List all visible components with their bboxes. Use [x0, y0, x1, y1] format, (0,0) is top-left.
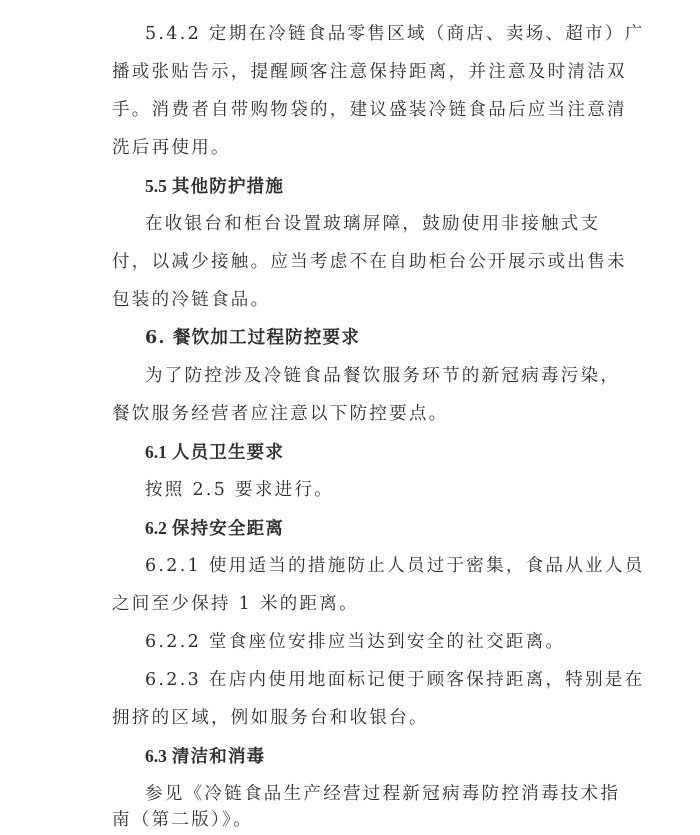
heading-5-5-number: 5.5 — [145, 176, 167, 196]
heading-5-5-title: 其他防护措施 — [171, 177, 285, 197]
para-6-line-2: 餐饮服务经营者应注意以下防控要点。 — [112, 404, 449, 424]
para-6-2-2-line-1: 6.2.2 堂食座位安排应当达到安全的社交距离。 — [145, 632, 566, 652]
heading-6-1-title: 人员卫生要求 — [171, 443, 285, 463]
para-6-1-line-1: 按照 2.5 要求进行。 — [145, 480, 335, 500]
para-6-2-1-line-2: 之间至少保持 1 米的距离。 — [112, 594, 359, 614]
para-6-3-line-2: 南（第二版）》。 — [112, 810, 253, 830]
para-6-2-1-line-1: 6.2.1 使用适当的措施防止人员过于密集，食品从业人员 — [145, 556, 645, 576]
heading-6-3-title: 清洁和消毒 — [171, 747, 266, 767]
heading-5-5 — [145, 174, 284, 199]
heading-6-2 — [145, 516, 284, 541]
heading-6-3-number: 6.3 — [145, 746, 167, 766]
para-5-4-2-line-2: 播或张贴告示，提醒顾客注意保持距离，并注意及时清洁双 — [112, 62, 627, 82]
para-6-3-line-1: 参见《冷链食品生产经营过程新冠病毒防控消毒技术指 — [145, 784, 621, 804]
para-5-4-2-line-4: 洗后再使用。 — [112, 138, 231, 158]
heading-6-2-number: 6.2 — [145, 518, 167, 538]
para-6-2-3-line-2: 拥挤的区域，例如服务台和收银台。 — [112, 708, 429, 728]
para-5-4-2-line-1: 5.4.2 定期在冷链食品零售区域（商店、卖场、超市）广 — [145, 24, 645, 44]
para-5-5-line-2: 付，以减少接触。应当考虑不在自助柜台公开展示或出售未 — [112, 252, 627, 272]
heading-6-3 — [145, 744, 265, 769]
heading-6: 6. 餐饮加工过程防控要求 — [145, 328, 360, 348]
heading-6-1-number: 6.1 — [145, 442, 167, 462]
heading-6-1 — [145, 440, 284, 465]
para-5-4-2-line-3: 手。消费者自带购物袋的，建议盛装冷链食品后应当注意清 — [112, 100, 627, 120]
para-6-2-3-line-1: 6.2.3 在店内使用地面标记便于顾客保持距离，特别是在 — [145, 670, 645, 690]
heading-6-2-title: 保持安全距离 — [171, 519, 285, 539]
para-6-line-1: 为了防控涉及冷链食品餐饮服务环节的新冠病毒污染， — [145, 366, 621, 386]
para-5-5-line-3: 包装的冷链食品。 — [112, 290, 271, 310]
para-5-5-line-1: 在收银台和柜台设置玻璃屏障，鼓励使用非接触式支 — [145, 214, 601, 234]
